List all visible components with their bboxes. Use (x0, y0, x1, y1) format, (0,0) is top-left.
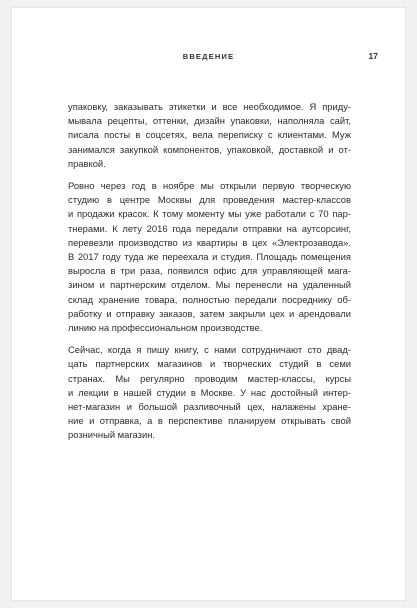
text-line: правкой. (68, 157, 106, 169)
text-line: склад хранение товара, полностью передали посреднику об- (68, 293, 351, 305)
text-line: ние и отправка, а в перспективе планируем открывать свой (68, 415, 351, 427)
text-line: и продажи красок. К тому моменту мы уже работали с 70 пар- (68, 208, 351, 220)
text-line: мывала рецепты, оттенки, дизайн упаковки, наполняла сайт, (68, 115, 351, 127)
page-number: 17 (368, 51, 378, 61)
text-line: перевезли производство из квартиры в цех «Электрозавода». (68, 236, 351, 248)
text-line: упаковку, заказывать этикетки и все необходимое. Я приду- (68, 101, 351, 112)
text-line: В 2017 году туда же переехала и студия. Площадь помещения (68, 251, 351, 263)
text-line: Ровно через год в ноябре мы открыли первую творческую (68, 180, 351, 192)
text-line: занимался закупкой компонентов, упаковкой, доставкой и от- (68, 143, 351, 155)
text-line: выросла в три раза, появился офис для управляющей мага- (68, 265, 351, 277)
text-line: зином и партнерским отделом. Мы перенесли на удаленный (68, 279, 351, 291)
text-line: студию в центре Москвы для проведения мастер-классов (68, 194, 351, 206)
text-line: нет-магазин и большой разливочный цех, налажены хране- (68, 401, 351, 413)
paragraph-1 (68, 100, 351, 171)
text-line: линию на профессиональном производстве. (68, 322, 263, 334)
text-line: и лекции в нашей студии в Москве. У нас достойный интер- (68, 386, 351, 398)
text-line: тнерами. К лету 2016 года передали отправки на аутсорсинг, (68, 222, 351, 234)
book-page (12, 8, 405, 600)
text-line: розничный магазин. (68, 429, 155, 441)
section-title: ВВЕДЕНИЕ (182, 52, 235, 61)
text-line: странах. Мы регулярно проводим мастер-классы, курсы (68, 372, 351, 384)
text-line: работку и отправку заказов, затем закрыли цех и арендовали (68, 307, 351, 319)
text-line: Сейчас, когда я пишу книгу, с нами сотрудничают сто двад- (68, 344, 351, 356)
text-line: цать партнерских магазинов и творческих студий в семи (68, 358, 351, 370)
paragraph-3 (68, 343, 351, 442)
body-text (68, 100, 351, 451)
paragraph-2 (68, 179, 351, 335)
running-head (12, 52, 405, 64)
text-line: писала посты в соцсетях, вела переписку с клиентами. Муж (68, 129, 351, 141)
